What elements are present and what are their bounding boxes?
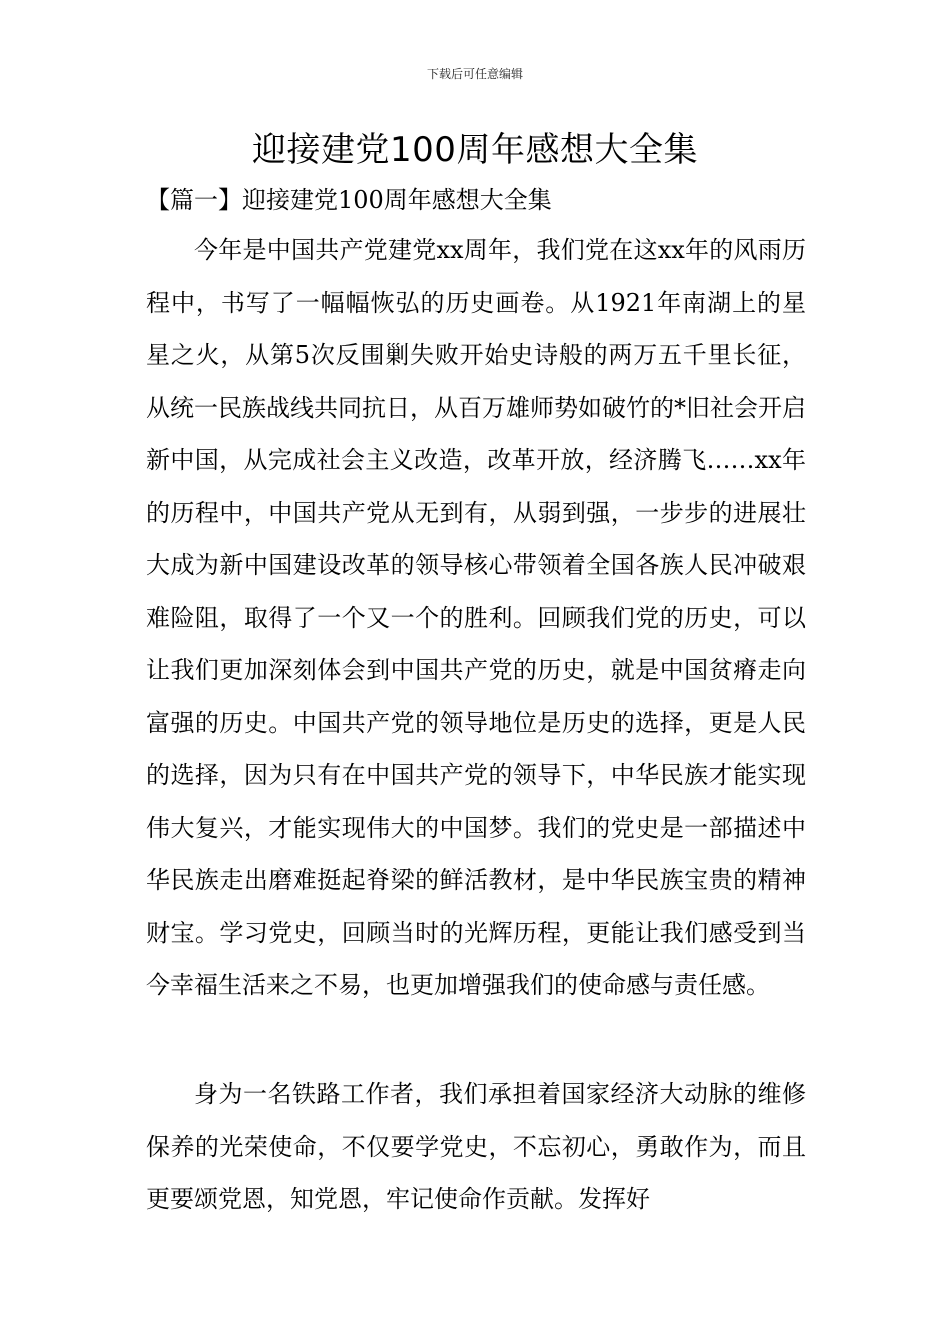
body-paragraph-1 <box>146 224 806 1012</box>
header-note: 下载后可任意编辑 <box>426 67 523 81</box>
paragraph-text: 今年是中国共产党建党xx周年，我们党在这xx年的风雨历程中，书写了一幅幅恢弘的历史画卷。从1921年南湖上的星星之火，从第5次反围剿失败开始史诗般的两万五千里长征，从统一民族战线共同抗日，从百万雄师势如破竹的*旧社会开启新中国，从完成社会主义改造，改革开放，经济腾飞……xx年的历程中，中国共产党从无到有，从弱到强，一步步的进展壮大成为新中国建设改革的领导核心带领着全国各族人民冲破艰难险阻，取得了一个又一个的胜利。回顾我们党的历史，可以让我们更加深刻体会到中国共产党的历史，就是中国贫瘠走向富强的历史。中国共产党的领导地位是历史的选择，更是人民的选择，因为只有在中国共产党的领导下，中华民族才能实现伟大复兴，才能实现伟大的中国梦。我们的党史是一部描述中华民族走出磨难挺起脊梁的鲜活教材，是中华民族宝贵的精神财宝。学习党史，回顾当时的光辉历程，更能让我们感受到当今幸福生活来之不易，也更加增强我们的使命感与责任感。 <box>146 236 806 999</box>
document-title: 迎接建党100周年感想大全集 <box>252 130 698 170</box>
paragraph-text: 身为一名铁路工作者，我们承担着国家经济大动脉的维修保养的光荣使命，不仅要学党史，不忘初心，勇敢作为，而且更要颂党恩，知党恩，牢记使命作贡献。发挥好 <box>146 1080 806 1213</box>
body-paragraph-2 <box>146 1068 806 1226</box>
section-heading: 【篇一】迎接建党100周年感想大全集 <box>146 186 552 214</box>
